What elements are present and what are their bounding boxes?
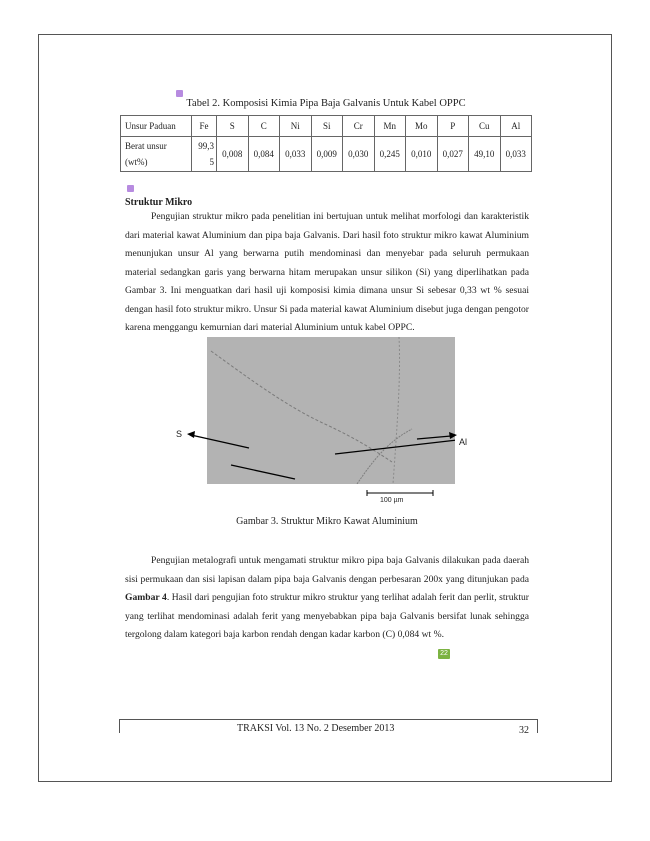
- table-header-cell: Unsur Paduan: [121, 116, 192, 137]
- paragraph-2-start: Pengujian metalografi untuk mengamati struktur mikro pipa baja Galvanis dilakukan pada daerah sisi permukaan dan sisi lapisan dalam pipa baja Galvanis dengan perbesaran 200x yang ditunjukan pada: [125, 555, 529, 585]
- s-arrow-line: [191, 435, 249, 448]
- table-header-cell: S: [217, 116, 249, 137]
- table-cell: 49,10: [469, 137, 501, 172]
- composition-table: [120, 115, 532, 172]
- page-number: 32: [519, 725, 529, 736]
- table-cell: 0,027: [437, 137, 469, 172]
- table-cell: 0,033: [280, 137, 312, 172]
- figure-reference: Gambar 4: [125, 592, 167, 603]
- figure-caption: Gambar 3. Struktur Mikro Kawat Aluminium: [236, 516, 418, 527]
- comment-marker-icon[interactable]: [127, 185, 134, 192]
- table-row: [121, 137, 532, 172]
- section-heading: Struktur Mikro: [125, 197, 193, 208]
- footer-rule: [119, 719, 537, 720]
- paragraph-1: [125, 208, 529, 338]
- table-header-cell: P: [437, 116, 469, 137]
- table-cell: 0,084: [248, 137, 280, 172]
- label-line-1: Berat unsur: [125, 141, 167, 151]
- footer-journal: TRAKSI Vol. 13 No. 2 Desember 2013: [237, 723, 395, 734]
- fe-line-2: 5: [209, 157, 214, 167]
- table-header-cell: Al: [500, 116, 532, 137]
- table-cell: 0,009: [311, 137, 343, 172]
- footer-left-border: [119, 719, 120, 733]
- table-header-cell: Ni: [280, 116, 312, 137]
- table-header-cell: Fe: [192, 116, 217, 137]
- footer-right-border: [537, 719, 538, 733]
- table-caption: Tabel 2. Komposisi Kimia Pipa Baja Galvanis Untuk Kabel OPPC: [186, 98, 466, 109]
- table-header-cell: Cr: [343, 116, 375, 137]
- table-cell: 0,033: [500, 137, 532, 172]
- figure-annotations: [169, 420, 509, 505]
- scale-label: 100 µm: [380, 497, 404, 504]
- table-header-cell: Cu: [469, 116, 501, 137]
- figure-label-s: S: [176, 429, 183, 439]
- fe-line-1: 99,3: [198, 141, 214, 151]
- label-line-2: (wt%): [125, 157, 148, 167]
- document-page: [38, 34, 612, 782]
- al-arrow-line: [417, 436, 451, 439]
- table-cell: 0,010: [406, 137, 438, 172]
- table-header-cell: C: [248, 116, 280, 137]
- figure-label-al: Al: [459, 437, 468, 447]
- s-arrow-head-icon: [187, 431, 195, 438]
- table-header-cell: Mn: [374, 116, 406, 137]
- al-arrow-head-icon: [449, 432, 457, 439]
- table-cell: 0,245: [374, 137, 406, 172]
- comment-badge[interactable]: 22: [438, 649, 450, 659]
- paragraph-2-text: [125, 552, 529, 645]
- table-header-cell: Si: [311, 116, 343, 137]
- fe-value-cell: [192, 137, 217, 172]
- table-cell: 0,008: [217, 137, 249, 172]
- paragraph-2: [125, 552, 529, 645]
- table-header-row: [121, 116, 532, 137]
- table-row-label: [121, 137, 192, 172]
- table-cell: 0,030: [343, 137, 375, 172]
- paragraph-2-end: . Hasil dari pengujian foto struktur mikro struktur yang terlihat adalah ferit dan perlit, struktur yang terlihat mendominasi adalah ferit yang menyebabkan pipa baja Galvanis bersifat lunak sehingga tergolong dalam kategori baja karbon rendah dengan kadar karbon (C) 0,084 wt %.: [125, 592, 529, 640]
- comment-marker-icon[interactable]: [176, 90, 183, 97]
- table-header-cell: Mo: [406, 116, 438, 137]
- paragraph-1-text: Pengujian struktur mikro pada penelitian ini bertujuan untuk melihat morfologi dan karakteristik dari material kawat Aluminium dan pipa baja Galvanis. Dari hasil foto struktur mikro kawat Aluminium menunjukan unsur Al yang berwarna putih mendominasi dan menyebar pada seluruh permukaan material sedangkan garis yang berwarna hitam merupakan unsur silikon (Si) yang diperlihatkan pada Gambar 3. Ini menguatkan dari hasil uji komposisi kimia dimana unsur Si sebesar 0,33 wt % sesuai dengan hasil foto struktur mikro. Unsur Si pada material kawat Aluminium disebut juga dengan pengotor karena menggangu kemurnian dari material Aluminium untuk kabel OPPC.: [125, 211, 529, 333]
